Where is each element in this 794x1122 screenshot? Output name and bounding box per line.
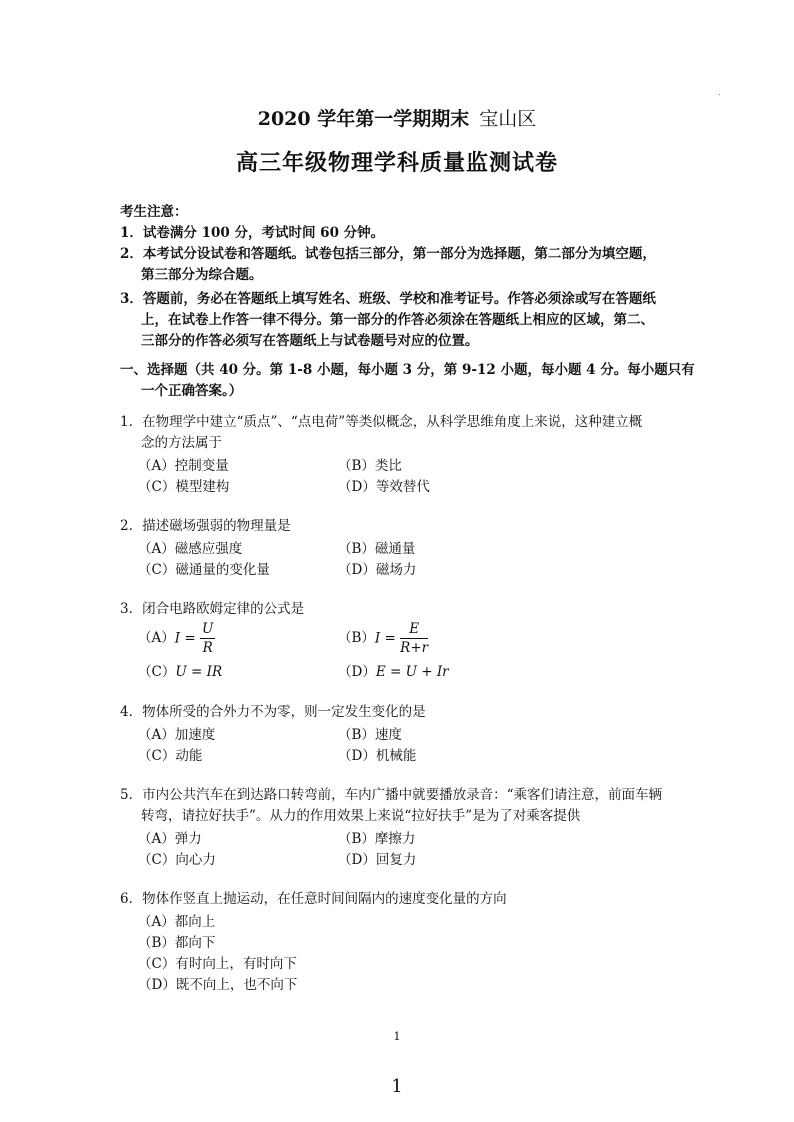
q3-option-c-label: （C） <box>138 664 176 680</box>
q4-option-c: （C）动能 <box>138 748 203 764</box>
q4-option-a: （A）加速度 <box>138 727 216 743</box>
q3-option-a-fraction <box>200 620 215 657</box>
q6-option-b: （B）都向下 <box>138 935 216 951</box>
district-label: 宝山区 <box>479 108 537 130</box>
q3-option-a <box>138 620 215 657</box>
page-number: 1 <box>391 1076 403 1097</box>
q3-option-b-label: （B） <box>338 630 375 646</box>
q1-stem-line-2: 念的方法属于 <box>141 435 222 451</box>
q4-option-d: （D）机械能 <box>338 748 417 764</box>
q6-stem: 6．物体作竖直上抛运动，在任意时间间隔内的速度变化量的方向 <box>120 891 507 907</box>
q6-option-d: （D）既不向上，也不向下 <box>138 977 298 993</box>
notice-item-1: 1．试卷满分 100 分，考试时间 60 分钟。 <box>120 225 385 241</box>
q3-option-b <box>338 620 428 657</box>
notice-item-2-line-2: 第三部分为综合题。 <box>141 267 263 283</box>
q3-option-b-fraction <box>400 620 428 657</box>
q5-option-c: （C）向心力 <box>138 852 216 868</box>
q2-option-a: （A）磁感应强度 <box>138 541 243 557</box>
q2-option-d: （D）磁场力 <box>338 562 417 578</box>
q4-stem: 4．物体所受的合外力不为零，则一定发生变化的是 <box>120 704 426 720</box>
notice-item-3-line-1: 3．答题前，务必在答题纸上填写姓名、班级、学校和准考证号。作答必须涂或写在答题纸 <box>120 291 656 307</box>
q1-option-a: （A）控制变量 <box>138 458 229 474</box>
section1-header-line-2: 一个正确答案。） <box>141 383 243 399</box>
q3-option-a-lhs: I = <box>174 630 196 647</box>
q3-a-denominator: R <box>202 640 213 656</box>
page-number-small: 1 <box>393 1030 401 1043</box>
notice-heading: 考生注意： <box>120 204 188 220</box>
corner-mark: . <box>718 88 721 97</box>
q3-option-a-label: （A） <box>138 630 175 646</box>
q3-option-c-expr: U = IR <box>175 664 223 680</box>
q2-option-b: （B）磁通量 <box>338 541 416 557</box>
q5-stem-line-2: 转弯，请拉好扶手”。从力的作用效果上来说“拉好扶手”是为了对乘客提供 <box>141 808 581 824</box>
q3-a-numerator: U <box>201 621 214 637</box>
q3-b-denominator: R+r <box>400 640 429 656</box>
q5-option-d: （D）回复力 <box>338 852 417 868</box>
notice-item-2-line-1: 2．本考试分设试卷和答题纸。试卷包括三部分，第一部分为选择题，第二部分为填空题， <box>120 246 656 262</box>
q2-option-c: （C）磁通量的变化量 <box>138 562 270 578</box>
q3-b-numerator: E <box>400 620 428 639</box>
q3-stem: 3．闭合电路欧姆定律的公式是 <box>120 601 305 617</box>
q3-option-b-lhs: I = <box>374 630 396 647</box>
section1-header-line-1: 一、选择题（共 40 分。第 1-8 小题，每小题 3 分，第 9-12 小题，每小题 4 分。每小题只有 <box>120 362 695 378</box>
exam-title <box>0 104 794 131</box>
q1-option-b: （B）类比 <box>338 458 402 474</box>
q4-option-b: （B）速度 <box>338 727 402 743</box>
q3-option-d-expr: E = U + Ir <box>375 664 449 680</box>
notice-item-3-line-2: 上，在试卷上作答一律不得分。第一部分的作答必须涂在答题纸上相应的区域，第二、 <box>141 312 654 328</box>
q3-option-d <box>338 660 449 680</box>
q6-option-a: （A）都向上 <box>138 914 216 930</box>
q5-stem-line-1: 5．市内公共汽车在到达路口转弯前，车内广播中就要播放录音：“乘客们请注意，前面车辆 <box>120 787 662 803</box>
q3-option-d-label: （D） <box>338 664 376 680</box>
q5-option-b: （B）摩擦力 <box>338 831 416 847</box>
q3-option-c <box>138 660 222 680</box>
exam-subtitle: 高三年级物理学科质量监测试卷 <box>235 150 558 176</box>
q5-option-a: （A）弹力 <box>138 831 202 847</box>
q1-stem-line-1: 1．在物理学中建立“质点”、“点电荷”等类似概念，从科学思维角度上来说，这种建立概 <box>120 414 643 430</box>
q1-option-c: （C）模型建构 <box>138 479 230 495</box>
q1-option-d: （D）等效替代 <box>338 479 430 495</box>
notice-item-3-line-3: 三部分的作答必须写在答题纸上与试卷题号对应的位置。 <box>141 333 479 349</box>
exam-title-main: 2020 学年第一学期期末 <box>257 108 470 130</box>
q6-option-c: （C）有时向上，有时向下 <box>138 956 297 972</box>
q2-stem: 2．描述磁场强弱的物理量是 <box>120 518 291 534</box>
